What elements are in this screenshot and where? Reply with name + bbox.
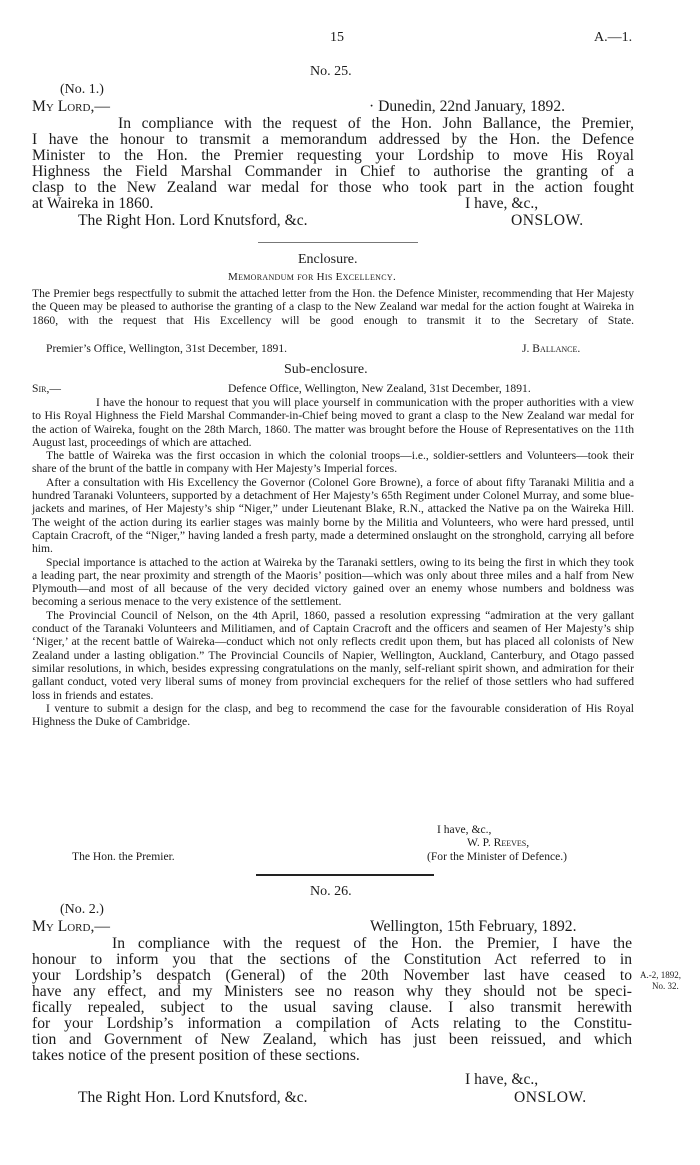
body-line: In compliance with the request of the Hon. John Ballance, the Premier, bbox=[118, 115, 634, 132]
closing: I have, &c., bbox=[465, 195, 539, 212]
letter-number: No. 25. bbox=[310, 64, 352, 79]
paragraph: I venture to submit a design for the clasp, and beg to recommend the case for the favourable consideration of His Royal Highness the Duke of Cambridge. bbox=[32, 701, 634, 729]
margin-note: No. 32. bbox=[652, 981, 679, 991]
paragraph: After a consultation with His Excellency the Governor (Colonel Gore Browne), a force of about fifty Taranaki Militia and a hundred Taranaki Volunteers, supported by a detachment of Her Majesty’s 65th Regiment under Colonel Murray, and some blue-jackets and marines, of Her Majesty’s ship “Niger,” under Lieutenant Blake, R.N., attacked the Native pa on the Waireka Hill. The weight of the action during its earlier stages was mainly borne by the Militia and Volunteers, who were hard pressed, until Captain Cracroft, of the “Niger,” having landed a fresh party, made a determined onslaught on the stronghold, carrying all before him. bbox=[32, 475, 634, 556]
body-line: for your Lordship’s information a compilation of Acts relating to the Constitu- bbox=[32, 1015, 632, 1032]
body-line: Minister to the Hon. the Premier requesting your Lordship to move His Royal bbox=[32, 147, 634, 164]
addressee: The Right Hon. Lord Knutsford, &c. bbox=[78, 212, 308, 229]
paragraph: The battle of Waireka was the first occasion in which the colonial troops—i.e., soldier-settlers and Volunteers—took their share of the brunt of the battle in company with Her Majesty’s Imperial forces. bbox=[32, 449, 634, 476]
body-line: Highness the Field Marshal Commander in Chief to authorise the granting of a bbox=[32, 163, 634, 180]
body-line: your Lordship’s despatch (General) of the 20th November last have ceased to bbox=[32, 967, 632, 984]
body-line: clasp to the New Zealand war medal for those who took part in the action fought bbox=[32, 179, 634, 196]
sub-addressee: The Hon. the Premier. bbox=[72, 850, 175, 863]
memo-heading: Memorandum for His Excellency. bbox=[228, 271, 397, 283]
letter-number: No. 26. bbox=[310, 884, 352, 899]
place-date: · Dunedin, 22nd January, 1892. bbox=[369, 98, 566, 115]
letter-body bbox=[32, 116, 634, 196]
document-reference: A.—1. bbox=[594, 30, 633, 45]
body-line: I have the honour to transmit a memorandum addressed by the Hon. the Defence bbox=[32, 131, 634, 148]
salutation: My Lord,— bbox=[32, 918, 110, 935]
sub-closing: I have, &c., bbox=[437, 823, 492, 836]
body-line: fically repealed, subject to the usual saving clause. I also transmit herewith bbox=[32, 999, 632, 1016]
signature: ONSLOW. bbox=[511, 212, 584, 229]
letter-sub-number: (No. 1.) bbox=[60, 82, 104, 97]
sub-enclosure-body bbox=[32, 396, 634, 728]
section-divider bbox=[258, 242, 418, 243]
memo-body: The Premier begs respectfully to submit the attached letter from the Hon. the Defence Minister, recommending that Her Majesty the Queen may be pleased to authorise the granting of a clasp to the New Zealand war medal for the action fought at Waireka in 1860, with the request that His Excellency will be good enough to transmit it to the Secretary of State. bbox=[32, 287, 634, 327]
paragraph: The Provincial Council of Nelson, on the 4th April, 1860, passed a resolution expressing “admiration at the very gallant conduct of the Taranaki Volunteers and Militiamen, and of Captain Cracroft and the officers and seamen of Her Majesty’s ship ‘Niger,’ at the recent battle of Waireka—conduct which not only reflects credit upon them, but has placed all colonists of New Zealand under a lasting obligation.” The Provincial Councils of Napier, Wellington, Auckland, Canterbury, and Otago passed similar resolutions, in which, besides expressing congratulations on the manly, self-reliant spirit shown, and admiration for their gallant conduct, voted very liberal sums of money from provincial exchequers for the relief of those settlers who had suffered loss in friends and estates. bbox=[32, 608, 634, 702]
body-line: have any effect, and my Ministers see no reason why they should not be speci- bbox=[32, 983, 632, 1000]
section-divider bbox=[256, 874, 434, 876]
body-line: honour to inform you that the sections of the Constitution Act referred to in bbox=[32, 951, 632, 968]
body-last-line: takes notice of the present position of these sections. bbox=[32, 1047, 360, 1064]
margin-note: A.-2, 1892, bbox=[640, 970, 681, 980]
paragraph: Special importance is attached to the action at Waireka by the Taranaki settlers, owing to its being the first in which they took a leading part, the near proximity and strength of the Maoris’ position—which was only about three miles and a half from New Plymouth—and most of all because of the very decided victory gained over an enemy whose numbers and boldness was becoming a serious menace to the very existence of the settlement. bbox=[32, 555, 634, 609]
body-line: In compliance with the request of the Hon. the Premier, I have the bbox=[112, 935, 632, 952]
enclosure-title: Enclosure. bbox=[298, 252, 358, 267]
salutation: My Lord,— bbox=[32, 98, 110, 115]
closing: I have, &c., bbox=[465, 1071, 539, 1088]
body-line: tion and Government of New Zealand, which has just been reissued, and which bbox=[32, 1031, 632, 1048]
letter-body bbox=[32, 936, 632, 1048]
paragraph: I have the honour to request that you will place yourself in communication with the proper authorities with a view to His Royal Highness the Field Marshal Commander-in-Chief being moved to grant a clasp to the New Zealand war medal for the action of Waireka, fought on the 28th March, 1860. The matter was brought before the House of Representatives on the 11th August last, proceedings of which are attached. bbox=[32, 396, 634, 449]
sub-signature-title: (For the Minister of Defence.) bbox=[427, 850, 568, 863]
sub-signature: W. P. Reeves, bbox=[467, 836, 530, 849]
sub-salutation: Sir,— bbox=[32, 382, 61, 395]
sub-enclosure-title: Sub-enclosure. bbox=[284, 362, 368, 377]
office-date: Premier’s Office, Wellington, 31st December, 1891. bbox=[46, 342, 288, 355]
signature: ONSLOW. bbox=[514, 1089, 587, 1106]
memo-signature: J. Ballance. bbox=[522, 342, 581, 355]
place-date: Wellington, 15th February, 1892. bbox=[370, 918, 577, 935]
body-last-line: at Waireka in 1860. bbox=[32, 195, 154, 212]
sub-place-date: Defence Office, Wellington, New Zealand, 31st December, 1891. bbox=[228, 382, 531, 395]
addressee: The Right Hon. Lord Knutsford, &c. bbox=[78, 1089, 308, 1106]
letter-sub-number: (No. 2.) bbox=[60, 902, 104, 917]
page-number: 15 bbox=[330, 30, 344, 45]
